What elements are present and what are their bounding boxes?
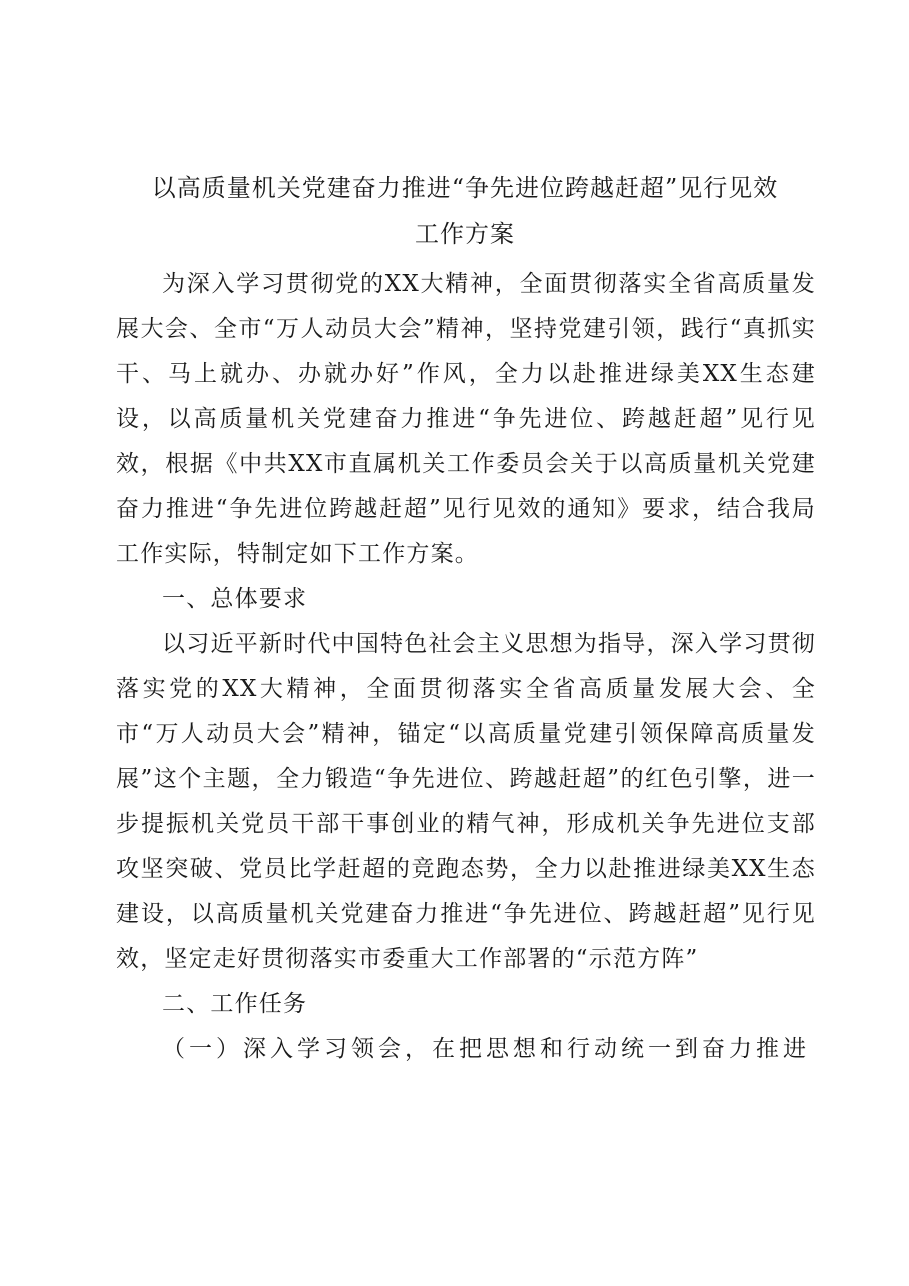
intro-paragraph: 为深入学习贯彻党的XX大精神，全面贯彻落实全省高质量发展大会、全市“万人动员大会”精神，坚持党建引领，践行“真抓实干、马上就办、办就办好”作风，全力以赴推进绿美XX生态建设，以高质量机关党建奋力推进“争先进位、跨越赶超”见行见效，根据《中共XX市直属机关工作委员会关于以高质量机关党建奋力推进“争先进位跨越赶超”见行见效的通知》要求，结合我局工作实际，特制定如下工作方案。: [116, 271, 816, 567]
document-title-line-2: 工作方案: [415, 220, 515, 248]
overall-requirements-paragraph: 以习近平新时代中国特色社会主义思想为指导，深入学习贯彻落实党的XX大精神，全面贯彻落实全省高质量发展大会、全市“万人动员大会”精神，锚定“以高质量党建引领保障高质量发展”这个主题，全力锻造“争先进位、跨越赶超”的红色引擎，进一步提振机关党员干部干事创业的精气神，形成机关争先进位支部攻坚突破、党员比学赶超的竞跑态势，全力以赴推进绿美XX生态建设，以高质量机关党建奋力推进“争先进位、跨越赶超”见行见效，坚定走好贯彻落实市委重大工作部署的“示范方阵”: [116, 631, 816, 972]
document-body: [116, 262, 816, 1072]
subsection-heading-1: （一）深入学习领会，在把思想和行动统一到奋力推进: [162, 1036, 810, 1062]
section-heading-overall-requirements: 一、总体要求: [162, 586, 308, 612]
document-title-line-1: 以高质量机关党建奋力推进“争先进位跨越赶超”见行见效: [151, 174, 779, 202]
section-heading-work-tasks: 二、工作任务: [162, 991, 308, 1017]
